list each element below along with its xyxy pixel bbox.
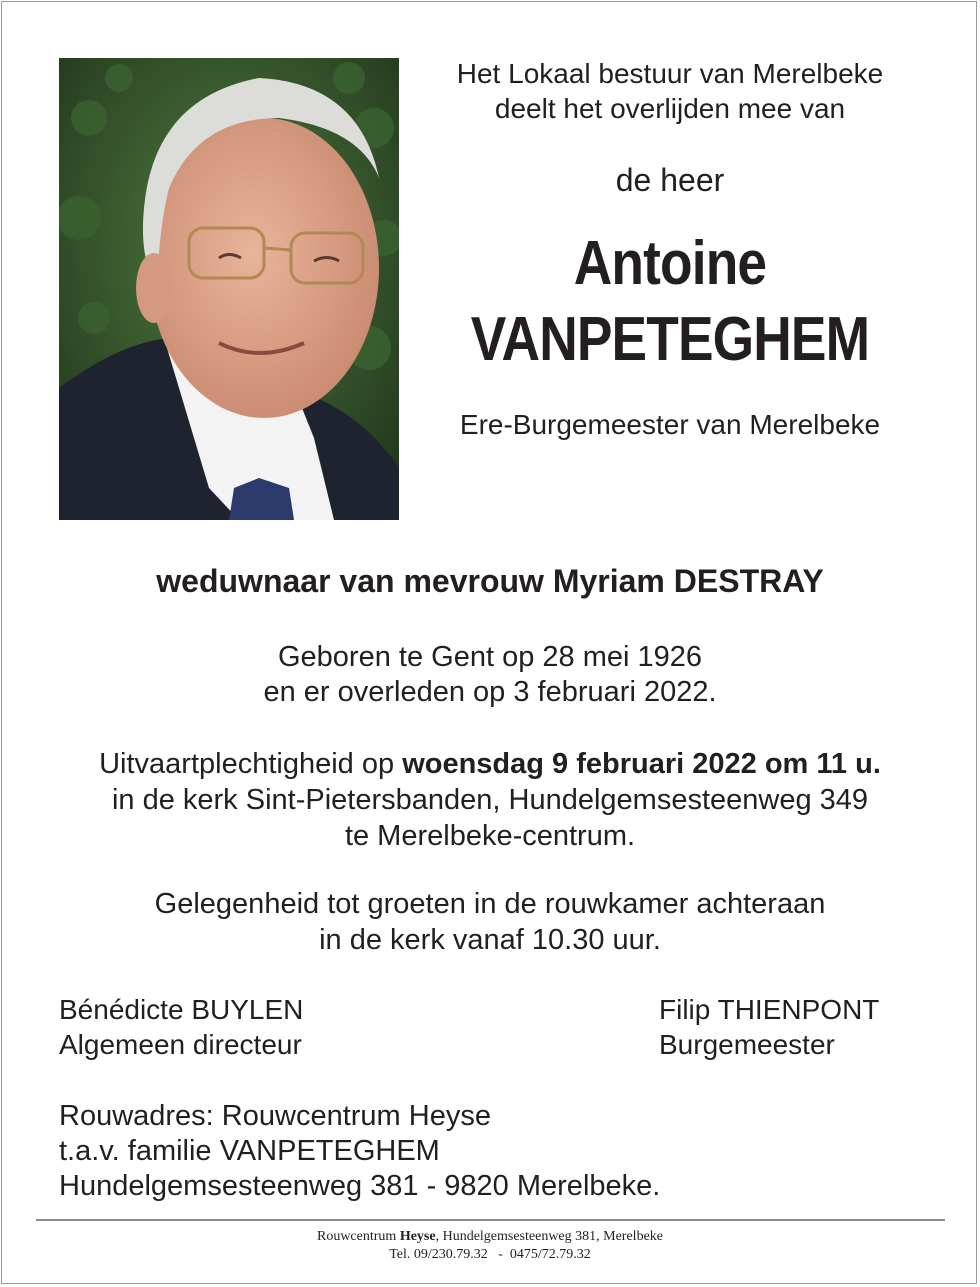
footer-phones: Tel. 09/230.79.32 - 0475/72.79.32 [389, 1247, 591, 1262]
address-line-3: Hundelgemsesteenweg 381 - 9820 Merelbeke. [59, 1170, 661, 1202]
greeting-line-1: Gelegenheid tot groeten in de rouwkamer achteraan [154, 888, 826, 920]
greeting-line-2: in de kerk vanaf 10.30 uur. [319, 924, 661, 956]
deceased-first-name: Antoine [573, 229, 767, 298]
signatory-role: Algemeen directeur [59, 1029, 302, 1060]
footer-divider [36, 1219, 945, 1221]
footer-brand: Heyse [399, 1229, 436, 1244]
intro-line-2: deelt het overlijden mee van [494, 93, 846, 124]
birth-line: Geboren te Gent op 28 mei 1926 [277, 641, 702, 673]
birth-death-info [0, 640, 980, 710]
funeral-datetime: woensdag 9 februari 2022 om 11 u. [402, 748, 881, 780]
signatory-role: Burgemeester [659, 1029, 835, 1060]
greeting-info [0, 886, 980, 958]
honorific: de heer [615, 162, 725, 198]
widower-line: weduwnaar van mevrouw Myriam DESTRAY [156, 563, 824, 599]
signatory-name: Bénédicte BUYLEN [59, 994, 304, 1025]
deceased-last-name: VANPETEGHEM [470, 305, 870, 374]
funeral-line-1 [0, 746, 980, 782]
deceased-title: Ere-Burgemeester van Merelbeke [459, 409, 881, 440]
address-line-2: t.a.v. familie VANPETEGHEM [59, 1135, 440, 1167]
intro-text [420, 56, 920, 126]
death-line: en er overleden op 3 februari 2022. [263, 676, 717, 708]
portrait-photo [59, 58, 399, 520]
footer-street: , Hundelgemsesteenweg 381, Merelbeke [435, 1229, 664, 1244]
signatory-right [659, 992, 879, 1062]
funeral-info [0, 746, 980, 854]
funeral-line-2: in de kerk Sint-Pietersbanden, Hundelgemsesteenweg 349 [111, 784, 869, 816]
intro-line-1: Het Lokaal bestuur van Merelbeke [456, 58, 884, 89]
footer-prefix: Rouwcentrum [316, 1229, 400, 1244]
signatory-name: Filip THIENPONT [659, 994, 880, 1025]
funeral-line-3: te Merelbeke-centrum. [344, 820, 636, 852]
address-line-1: Rouwadres: Rouwcentrum Heyse [59, 1100, 491, 1132]
footer-address [0, 1228, 980, 1246]
footer [0, 1228, 980, 1264]
mourning-address [59, 1099, 660, 1204]
funeral-prefix: Uitvaartplechtigheid op [99, 748, 403, 780]
signatory-left [59, 992, 303, 1062]
